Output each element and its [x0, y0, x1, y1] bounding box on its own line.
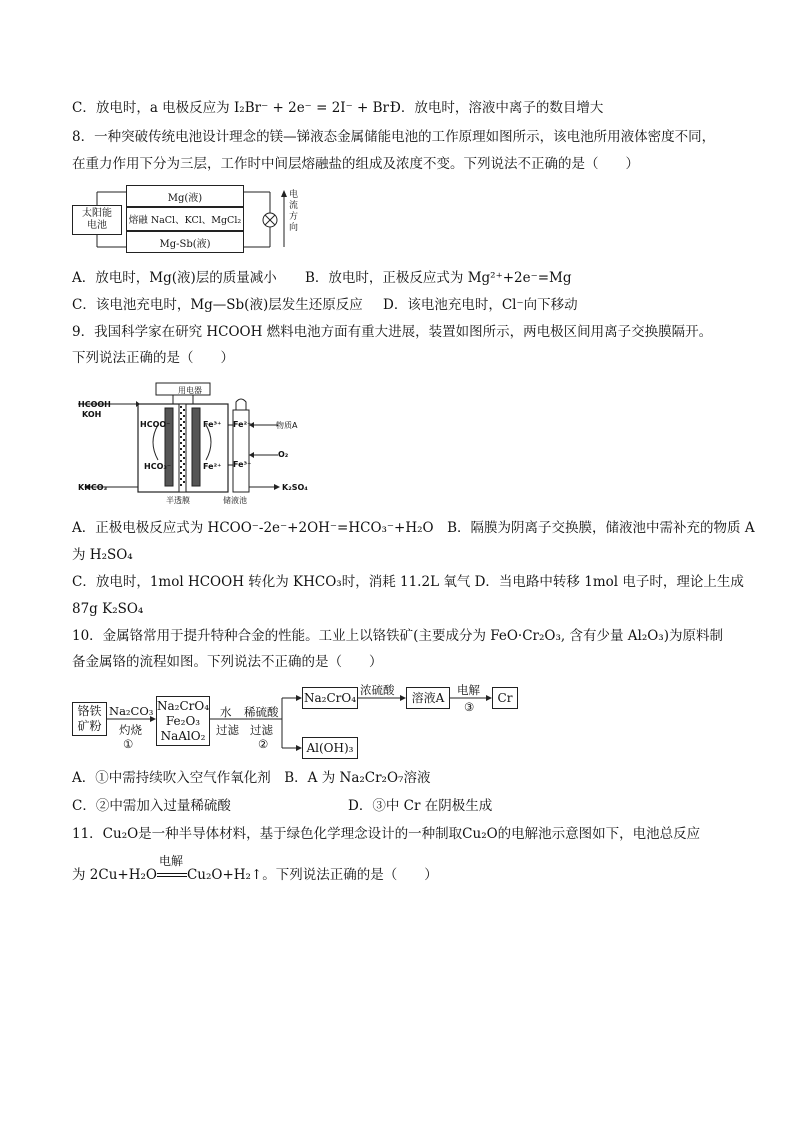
ore-label-1: 铬铁 [77, 704, 102, 718]
q9-option-a: A．正极电极反应式为 HCOO⁻-2e⁻+2OH⁻=HCO₃⁻+H₂O B．隔膜为阴离子交换膜，储液池中需补充的物质 A [72, 520, 755, 536]
q10-option-c: C．②中需加入过量稀硫酸 [72, 798, 231, 814]
step1-reagent: Na₂CO₃ [109, 704, 154, 718]
step2-acid: 稀硫酸 [244, 705, 279, 719]
current-char: 向 [289, 223, 299, 233]
label-fe2-left: Fe²⁺ [203, 462, 222, 471]
q9-fuel-cell-figure [78, 380, 318, 508]
q9-stem-line2: 下列说法正确的是（ ） [72, 350, 234, 366]
q8-option-c: C．该电池充电时，Mg—Sb(液)层发生还原反应 [72, 297, 363, 313]
current-char: 流 [289, 201, 299, 211]
q10-option-a: A．①中需持续吹入空气作氧化剂 B．A 为 Na₂Cr₂O₇溶液 [72, 770, 431, 786]
q8-stem-line2: 在重力作用下分为三层，工作时中间层熔融盐的组成及浓度不变。下列说法不正确的是（ ） [72, 156, 639, 172]
solution-a-box: 溶液A [406, 687, 450, 709]
current-char: 电 [289, 190, 299, 200]
cathode-electrode [192, 408, 200, 486]
q10-stem-line2: 备金属铬的流程如图。下列说法不正确的是（ ） [72, 654, 383, 670]
q8-option-d: D．该电池充电时，Cl⁻向下移动 [383, 297, 578, 313]
ore-label-2: 矿粉 [77, 719, 102, 733]
q11-reaction-suffix: Cu₂O+H₂↑。下列说法正确的是（ ） [186, 867, 438, 883]
input-koh: KOH [82, 410, 102, 419]
layer-mg: Mg(液) [126, 185, 244, 207]
step2-filter-a: 过滤 [216, 723, 239, 737]
step4-number: ③ [464, 700, 475, 714]
layer-mg-sb: Mg-Sb(液) [126, 231, 244, 253]
current-direction-label [289, 190, 301, 234]
q9-option-c-cont: 87g K₂SO₄ [72, 601, 144, 617]
solar-cell-box [72, 205, 122, 235]
q8-stem-line1: 8．一种突破传统电池设计理念的镁—锑液态金属储能电池的工作原理如图所示，该电池所用液体密度不同， [72, 129, 716, 145]
mix-fe2o3: Fe₂O₃ [165, 713, 201, 728]
label-k2so4: K₂SO₄ [282, 483, 308, 492]
solar-label-1: 太阳能 [82, 208, 112, 219]
q10-stem-line1: 10．金属铬常用于提升特种合金的性能。工业上以铬铁矿(主要成分为 FeO·Cr₂O₃, 含有少量 Al₂O₃)为原料制 [72, 628, 723, 644]
mix-naalo2: NaAlO₂ [160, 728, 206, 743]
label-membrane: 半透膜 [166, 496, 190, 505]
label-fe3-right: Fe³⁺ [233, 460, 252, 469]
label-substance-a: 物质A [276, 421, 298, 430]
q11-reaction-prefix: 为 2Cu+H₂O [72, 867, 157, 883]
reaction-equals-sign [157, 854, 187, 885]
q10-option-d: D．③中 Cr 在阴极生成 [348, 798, 493, 814]
label-hcoo: HCOO⁻ [140, 420, 171, 429]
na2cro4-box: Na₂CrO₄ [302, 687, 358, 709]
reaction-condition: 电解 [158, 854, 183, 868]
q10-flowchart [72, 682, 532, 760]
label-hco3: HCO₃⁻ [144, 462, 172, 471]
q8-battery-figure [72, 185, 312, 255]
current-char: 方 [289, 212, 299, 222]
q11-reaction-line [72, 854, 438, 885]
step4-action: 电解 [457, 683, 480, 697]
label-o2: O₂ [278, 450, 289, 459]
layer-molten-salt: 熔融 NaCl、KCl、MgCl₂ [126, 207, 244, 231]
q11-stem-line1: 11．Cu₂O是一种半导体材料，基于绿色化学理念设计的一种制取Cu₂O的电解池示意图如下，电池总反应 [72, 826, 701, 842]
q8-option-a: A．放电时，Mg(液)层的质量减小 [72, 270, 277, 286]
mix-na2cro4: Na₂CrO₄ [156, 698, 210, 713]
q9-option-c: C．放电时，1mol HCOOH 转化为 KHCO₃时，消耗 11.2L 氧气 D．当电路中转移 1mol 电子时，理论上生成 [72, 574, 744, 590]
intermediate-mix-box [156, 696, 210, 746]
cr-box: Cr [492, 687, 518, 709]
label-fe3-left: Fe³⁺ [203, 420, 222, 429]
appliance-label: 用电器 [178, 386, 202, 395]
q9-stem-line1: 9．我国科学家在研究 HCOOH 燃料电池方面有重大进展，装置如图所示，两电极区间用离子交换膜隔开。 [72, 324, 713, 340]
q9-option-a-cont: 为 H₂SO₄ [72, 547, 133, 563]
ore-box [72, 702, 107, 736]
step2-number: ② [258, 737, 269, 751]
step1-number: ① [123, 737, 134, 751]
solar-label-2: 电池 [87, 220, 107, 231]
label-tank: 储液池 [223, 496, 247, 505]
q7-option-d: D．放电时，溶液中离子的数目增大 [390, 100, 604, 116]
q8-option-b: B．放电时，正极反应式为 Mg²⁺+2e⁻=Mg [305, 270, 572, 286]
step2-filter-b: 过滤 [250, 723, 273, 737]
q7-option-c: C．放电时，a 电极反应为 I₂Br⁻ + 2e⁻ = 2I⁻ + Br⁻ [72, 100, 397, 116]
label-fe2-right: Fe²⁺ [233, 420, 252, 429]
aloh3-box: Al(OH)₃ [302, 737, 358, 759]
step3-reagent: 浓硫酸 [360, 683, 395, 697]
output-khco3: KHCO₃ [78, 483, 108, 492]
input-hcooh: HCOOH [78, 400, 111, 409]
step1-action: 灼烧 [119, 723, 142, 737]
step2-water: 水 [220, 705, 232, 719]
